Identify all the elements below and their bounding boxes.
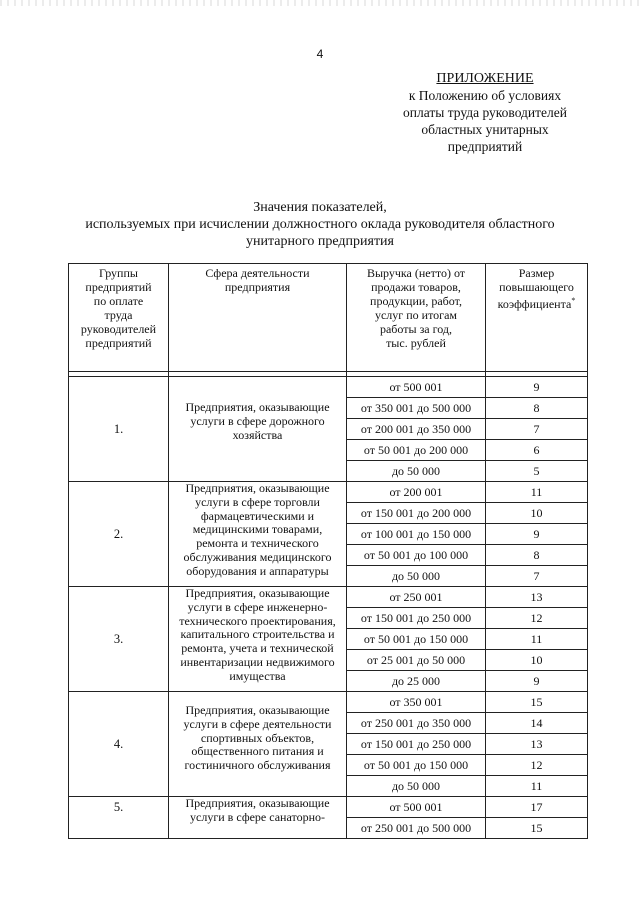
footnote-mark: * xyxy=(571,296,576,305)
coefficient-value: 9 xyxy=(486,377,588,398)
coefficient-value: 13 xyxy=(486,734,588,755)
revenue-range: до 50 000 xyxy=(347,776,486,797)
revenue-range: от 200 001 до 350 000 xyxy=(347,419,486,440)
page-number: 4 xyxy=(316,47,324,61)
coefficient-value: 15 xyxy=(486,692,588,713)
coefficient-value: 14 xyxy=(486,713,588,734)
appendix-line: предприятий xyxy=(447,139,523,154)
title-line: используемых при исчислении должностного оклада руководителя областного xyxy=(85,217,555,232)
table-row xyxy=(69,797,588,818)
revenue-range: от 50 001 до 150 000 xyxy=(347,629,486,650)
document-title xyxy=(40,199,600,250)
revenue-range: от 350 001 xyxy=(347,692,486,713)
table-row xyxy=(69,377,588,398)
revenue-range: от 150 001 до 250 000 xyxy=(347,734,486,755)
coefficient-value: 10 xyxy=(486,503,588,524)
coefficient-value: 12 xyxy=(486,755,588,776)
revenue-range: от 100 001 до 150 000 xyxy=(347,524,486,545)
group-number: 2. xyxy=(69,482,169,587)
group-scope: Предприятия, оказывающие услуги в сфере санаторно- xyxy=(169,797,347,839)
table-row xyxy=(69,482,588,503)
group-number: 5. xyxy=(69,797,169,839)
header-coefficient: Размер повышающего коэффициента* xyxy=(486,264,588,372)
coefficient-value: 8 xyxy=(486,398,588,419)
coefficient-value: 11 xyxy=(486,776,588,797)
title-line: унитарного предприятия xyxy=(246,234,394,249)
group-number: 1. xyxy=(69,377,169,482)
revenue-range: до 50 000 xyxy=(347,461,486,482)
table-row xyxy=(69,692,588,713)
group-scope: Предприятия, оказывающие услуги в сфере инженерно- технического проектирования, капитального строительства и ремонта, учета и технической инвентаризации недвижимого имущества xyxy=(169,587,347,692)
revenue-range: до 50 000 xyxy=(347,566,486,587)
scan-artifact xyxy=(0,0,640,6)
header-group: Группы предприятий по оплате труда руководителей предприятий xyxy=(69,264,169,372)
title-line: Значения показателей, xyxy=(253,200,387,215)
coefficient-value: 7 xyxy=(486,419,588,440)
revenue-range: от 50 001 до 100 000 xyxy=(347,545,486,566)
revenue-range: от 50 001 до 200 000 xyxy=(347,440,486,461)
coefficient-value: 11 xyxy=(486,482,588,503)
revenue-range: от 350 001 до 500 000 xyxy=(347,398,486,419)
coefficient-value: 11 xyxy=(486,629,588,650)
indicators-table xyxy=(68,263,588,839)
coefficient-value: 9 xyxy=(486,671,588,692)
coefficient-value: 13 xyxy=(486,587,588,608)
coefficient-value: 10 xyxy=(486,650,588,671)
header-revenue: Выручка (нетто) от продажи товаров, продукции, работ, услуг по итогам работы за год, тыс. рублей xyxy=(347,264,486,372)
coefficient-value: 7 xyxy=(486,566,588,587)
coefficient-value: 17 xyxy=(486,797,588,818)
group-number: 3. xyxy=(69,587,169,692)
group-scope: Предприятия, оказывающие услуги в сфере деятельности спортивных объектов, общественного питания и гостиничного обслуживания xyxy=(169,692,347,797)
table-header-row xyxy=(69,264,588,372)
coefficient-value: 9 xyxy=(486,524,588,545)
revenue-range: от 250 001 до 500 000 xyxy=(347,818,486,839)
revenue-range: от 50 001 до 150 000 xyxy=(347,755,486,776)
revenue-range: от 250 001 до 350 000 xyxy=(347,713,486,734)
header-scope: Сфера деятельности предприятия xyxy=(169,264,347,372)
coefficient-value: 5 xyxy=(486,461,588,482)
coefficient-value: 12 xyxy=(486,608,588,629)
appendix-heading: ПРИЛОЖЕНИЕ xyxy=(436,71,534,86)
group-number: 4. xyxy=(69,692,169,797)
revenue-range: от 250 001 xyxy=(347,587,486,608)
coefficient-value: 6 xyxy=(486,440,588,461)
revenue-range: от 500 001 xyxy=(347,797,486,818)
group-scope: Предприятия, оказывающие услуги в сфере торговли фармацевтическими и медицинскими товарами, ремонта и технического обслуживания медицинского оборудования и аппаратуры xyxy=(169,482,347,587)
appendix-line: к Положению об условиях xyxy=(408,88,562,103)
revenue-range: от 200 001 xyxy=(347,482,486,503)
revenue-range: до 25 000 xyxy=(347,671,486,692)
table-row xyxy=(69,587,588,608)
appendix-block xyxy=(360,70,610,155)
appendix-line: областных унитарных xyxy=(421,122,549,137)
revenue-range: от 500 001 xyxy=(347,377,486,398)
coefficient-value: 8 xyxy=(486,545,588,566)
revenue-range: от 150 001 до 250 000 xyxy=(347,608,486,629)
revenue-range: от 150 001 до 200 000 xyxy=(347,503,486,524)
appendix-line: оплаты труда руководителей xyxy=(403,105,567,120)
revenue-range: от 25 001 до 50 000 xyxy=(347,650,486,671)
group-scope: Предприятия, оказывающие услуги в сфере дорожного хозяйства xyxy=(169,377,347,482)
coefficient-value: 15 xyxy=(486,818,588,839)
